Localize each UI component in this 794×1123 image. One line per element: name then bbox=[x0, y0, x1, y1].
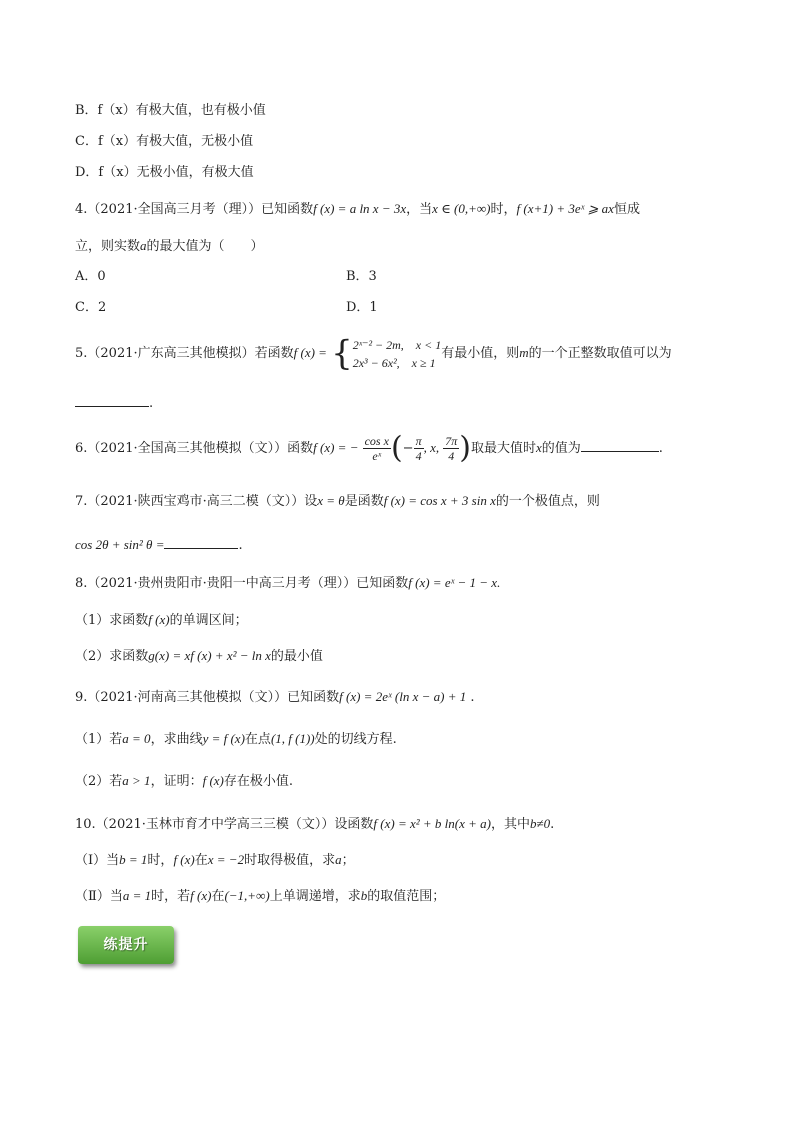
question-10-part-2: （Ⅱ）当a = 1时，若f (x)在(−1,+∞)上单调递增，求b的取值范围； bbox=[75, 888, 446, 904]
q4-option-b: B．3 bbox=[346, 269, 377, 284]
question-5: 5.（2021·广东高三其他模拟）若函数f (x) = { 2ˣ⁻² − 2m, x < 1 2x³ − 6x², x ≥ 1 有最小值，则m的一个正整数取值可以为 bbox=[75, 333, 672, 374]
question-8: 8.（2021·贵州贵阳市·贵阳一中高三月考（理））已知函数f (x) = eˣ − 1 − x. bbox=[75, 575, 501, 591]
question-9-part-2: （2）若a > 1，证明：f (x)存在极小值. bbox=[75, 773, 294, 789]
question-8-part-2: （2）求函数g(x) = xf (x) + x² − ln x的最小值 bbox=[75, 648, 323, 664]
question-9: 9.（2021·河南高三其他模拟（文））已知函数f (x) = 2eˣ (ln x − a) + 1 . bbox=[75, 689, 475, 705]
question-7-line-2: cos 2θ + sin² θ = . bbox=[75, 534, 243, 556]
option-c: C．f（x）有极大值，无极小值 bbox=[75, 134, 254, 149]
question-10-part-1: （Ⅰ）当b = 1时，f (x)在x = −2时取得极值，求a； bbox=[75, 852, 355, 868]
question-5-answer-line: . bbox=[75, 392, 153, 414]
answer-blank[interactable] bbox=[75, 392, 149, 407]
answer-blank[interactable] bbox=[581, 437, 659, 452]
question-9-part-1: （1）若a = 0，求曲线y = f (x)在点(1, f (1))处的切线方程. bbox=[75, 731, 397, 747]
q4-option-c: C．2 bbox=[75, 300, 107, 315]
option-d: D．f（x）无极小值，有极大值 bbox=[75, 165, 254, 180]
practice-improve-button[interactable]: 练提升 bbox=[78, 926, 174, 964]
question-8-part-1: （1）求函数f (x)的单调区间； bbox=[75, 612, 248, 628]
question-4-line-2: 立，则实数a的最大值为（ ） bbox=[75, 238, 264, 254]
question-6: 6.（2021·全国高三其他模拟（文））函数f (x) = − $\frac{\text{cos x}}{\text{eˣ}}$ (− $\frac{\pi}{4}$ , x, $\frac{7\pi}{4}$ )取最大值时x的值为 . bbox=[75, 430, 663, 466]
question-7: 7.（2021·陕西宝鸡市·高三二模（文））设x = θ是函数f (x) = cos x + 3 sin x的一个极值点，则 bbox=[75, 493, 600, 509]
question-4: 4.（2021·全国高三月考（理））已知函数f (x) = a ln x − 3x，当x ∈ (0,+∞)时，f (x+1) + 3eˣ ⩾ ax恒成 bbox=[75, 201, 640, 217]
option-b: B．f（x）有极大值，也有极小值 bbox=[75, 103, 266, 118]
question-10: 10.（2021·玉林市育才中学高三三模（文））设函数f (x) = x² + b ln(x + a)，其中b≠0. bbox=[75, 816, 555, 832]
answer-blank[interactable] bbox=[164, 534, 238, 549]
q4-option-a: A．0 bbox=[75, 269, 106, 284]
q4-option-d: D．1 bbox=[346, 300, 378, 315]
